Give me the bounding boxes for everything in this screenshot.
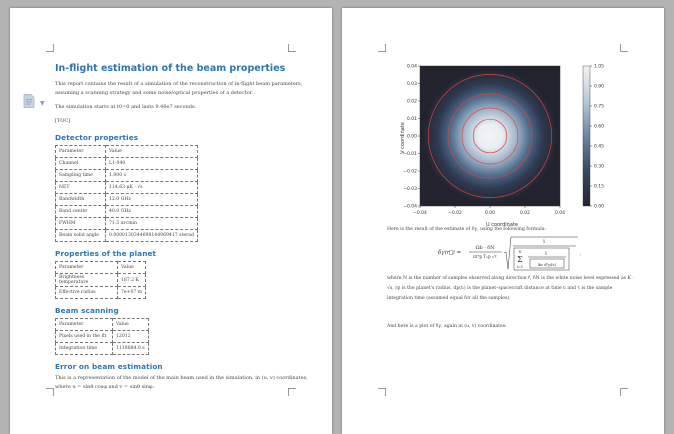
y-tick-label: 0.00 (406, 134, 417, 140)
colorbar-tick-label: 0.90 (594, 84, 605, 90)
intro-paragraph: This report contains the result of a simulation of the reconstruction of in-flight beam parameters, assuming a scanning strategy and some noise/optical properties of a detector. (55, 81, 303, 96)
detector-table (55, 145, 198, 242)
colorbar-tick-label: 0.00 (594, 204, 605, 210)
x-axis-ticks (413, 206, 565, 216)
table-row (56, 274, 146, 287)
plot-area (420, 66, 560, 206)
colorbar-tick-label: 0.45 (594, 144, 605, 150)
table-row (56, 331, 149, 343)
formula-tail: , (580, 251, 582, 257)
detector-heading: Detector properties (55, 133, 139, 142)
table-cell: FWHM (56, 218, 106, 230)
page-title: In-flight estimation of the beam properties (55, 63, 286, 74)
crop-mark (378, 44, 386, 52)
formula-inner-den: 4π d²p(tᵢ) (537, 262, 557, 267)
plot-intro-paragraph: And here is a plot of δγ, again in (u, v) coordinates: (387, 324, 507, 329)
crop-mark (620, 44, 628, 52)
table-header-row (56, 319, 149, 331)
colorbar-tick-label: 0.30 (594, 164, 605, 170)
beam-heatmap-chart (362, 58, 652, 228)
table-cell: Integration time (56, 343, 113, 355)
x-axis-label: U coordinate (486, 222, 518, 228)
toc-placeholder: [TOC] (55, 118, 71, 124)
x-tick-label: 0.02 (519, 211, 531, 216)
table-cell: Effective radius (56, 287, 118, 299)
table-cell: L1-040 (106, 158, 198, 170)
formula-frac-num: Ωb · δN (475, 246, 495, 251)
formula-inner-num: 1 (544, 251, 548, 256)
colorbar-tick-label: 0.75 (594, 104, 605, 110)
formula-sqrt-num: 1 (542, 240, 546, 245)
crop-mark (46, 388, 54, 396)
crop-mark (620, 388, 628, 396)
formula-lhs: δγ(r⃗) = (438, 250, 462, 256)
table-cell: NET (56, 182, 106, 194)
table-cell: Channel (56, 158, 106, 170)
table-cell: 1118884.0 s (113, 343, 149, 355)
x-tick-label: 0.04 (554, 211, 566, 216)
table-header-cell: Parameter (56, 319, 113, 331)
table-cell: Band center (56, 206, 106, 218)
colorbar-tick-label: 0.60 (594, 124, 605, 130)
formula-frac-den: πr²p Tₓp √τ (472, 254, 498, 259)
colorbar (583, 64, 604, 210)
table-row (56, 230, 198, 242)
table-cell: Beam solid angle (56, 230, 106, 242)
simulation-paragraph: The simulation starts at t0=0 and lasts 9.46e7 seconds. (55, 104, 197, 110)
table-cell: Brightness temperature (56, 274, 118, 287)
table-header-cell: Value (113, 319, 149, 331)
scanning-table (55, 318, 149, 355)
formula-sum-bot: i=1 (516, 265, 524, 269)
table-cell: 12.0 GHz (106, 194, 198, 206)
table-cell: Sampling time (56, 170, 106, 182)
beam-intensity (423, 69, 557, 203)
table-cell: 71.5 arcmin (106, 218, 198, 230)
y-tick-label: −0.04 (403, 204, 417, 210)
table-row (56, 170, 198, 182)
crop-mark (46, 44, 54, 52)
table-row (56, 218, 198, 230)
table-header-cell: Parameter (56, 262, 118, 274)
table-cell: Bandwidth (56, 194, 106, 206)
estimate-text-post: , using the following formula: (477, 227, 546, 232)
planet-table (55, 261, 146, 299)
y-tick-label: −0.01 (403, 152, 417, 157)
y-tick-label: −0.02 (403, 169, 417, 175)
page-1-content (55, 63, 310, 397)
table-header-cell: Value (118, 262, 146, 274)
document-icon[interactable] (23, 94, 35, 108)
table-row (56, 194, 198, 206)
table-header-cell: Parameter (56, 146, 106, 158)
table-header-row (56, 146, 198, 158)
table-cell: 0.0000130344698144969417 sterad (106, 230, 198, 242)
formula-sum: Σ (517, 255, 523, 264)
x-tick-label: 0.00 (484, 211, 496, 216)
colorbar-tick-label: 1.05 (594, 64, 605, 70)
table-cell: 187.2 K (118, 274, 146, 287)
estimate-paragraph (387, 225, 637, 235)
crop-mark (378, 388, 386, 396)
y-tick-label: 0.02 (406, 99, 417, 105)
error-paragraph: This is a representation of the model of the main beam used in the simulation, in (u, v) coordinates, where u = sinθ cosφ and v = sinθ sinφ: (55, 375, 308, 390)
y-tick-label: 0.01 (406, 117, 417, 122)
delta-gamma-symbol: δγ (471, 227, 478, 232)
page-2 (342, 8, 664, 434)
table-cell: 114.63 μK · √s (106, 182, 198, 194)
estimate-text-pre: Here is the result of the estimate of (387, 227, 472, 232)
chevron-down-icon[interactable]: ▼ (40, 100, 45, 107)
table-header-cell: Value (106, 146, 198, 158)
table-cell: Pixels used in the fit (56, 331, 113, 343)
scanning-heading: Beam scanning (55, 306, 119, 315)
table-row (56, 158, 198, 170)
definitions-paragraph: where N is the number of samples observed along direction r⃗, δN is the white noise level expressed as K · √s, rp is the planet's radius, dp(tᵢ) is the planet–spacecraft distance at time tᵢ and τ is the sample integration time (assumed equal for all the samples). (387, 276, 634, 301)
table-row (56, 287, 146, 299)
y-tick-label: 0.04 (406, 64, 417, 70)
planet-heading: Properties of the planet (55, 249, 157, 258)
y-axis-label: V coordinate (400, 122, 406, 154)
table-row (56, 206, 198, 218)
y-tick-label: −0.03 (403, 187, 417, 192)
table-row (56, 343, 149, 355)
y-tick-label: 0.03 (406, 82, 417, 87)
table-cell: 40.0 GHz (106, 206, 198, 218)
table-cell: 7e+07 m (118, 287, 146, 299)
error-heading: Error on beam estimation (55, 362, 163, 371)
page-1 (10, 8, 332, 434)
table-cell: 1.000 s (106, 170, 198, 182)
x-tick-label: −0.04 (413, 211, 427, 216)
table-header-row (56, 262, 146, 274)
crop-mark (288, 44, 296, 52)
formula (438, 235, 588, 273)
colorbar-gradient (583, 66, 590, 206)
table-row (56, 182, 198, 194)
table-cell: 12012 (113, 331, 149, 343)
formula-sum-top: N (518, 250, 522, 254)
colorbar-tick-label: 0.15 (594, 184, 605, 190)
x-tick-label: −0.02 (448, 211, 462, 216)
